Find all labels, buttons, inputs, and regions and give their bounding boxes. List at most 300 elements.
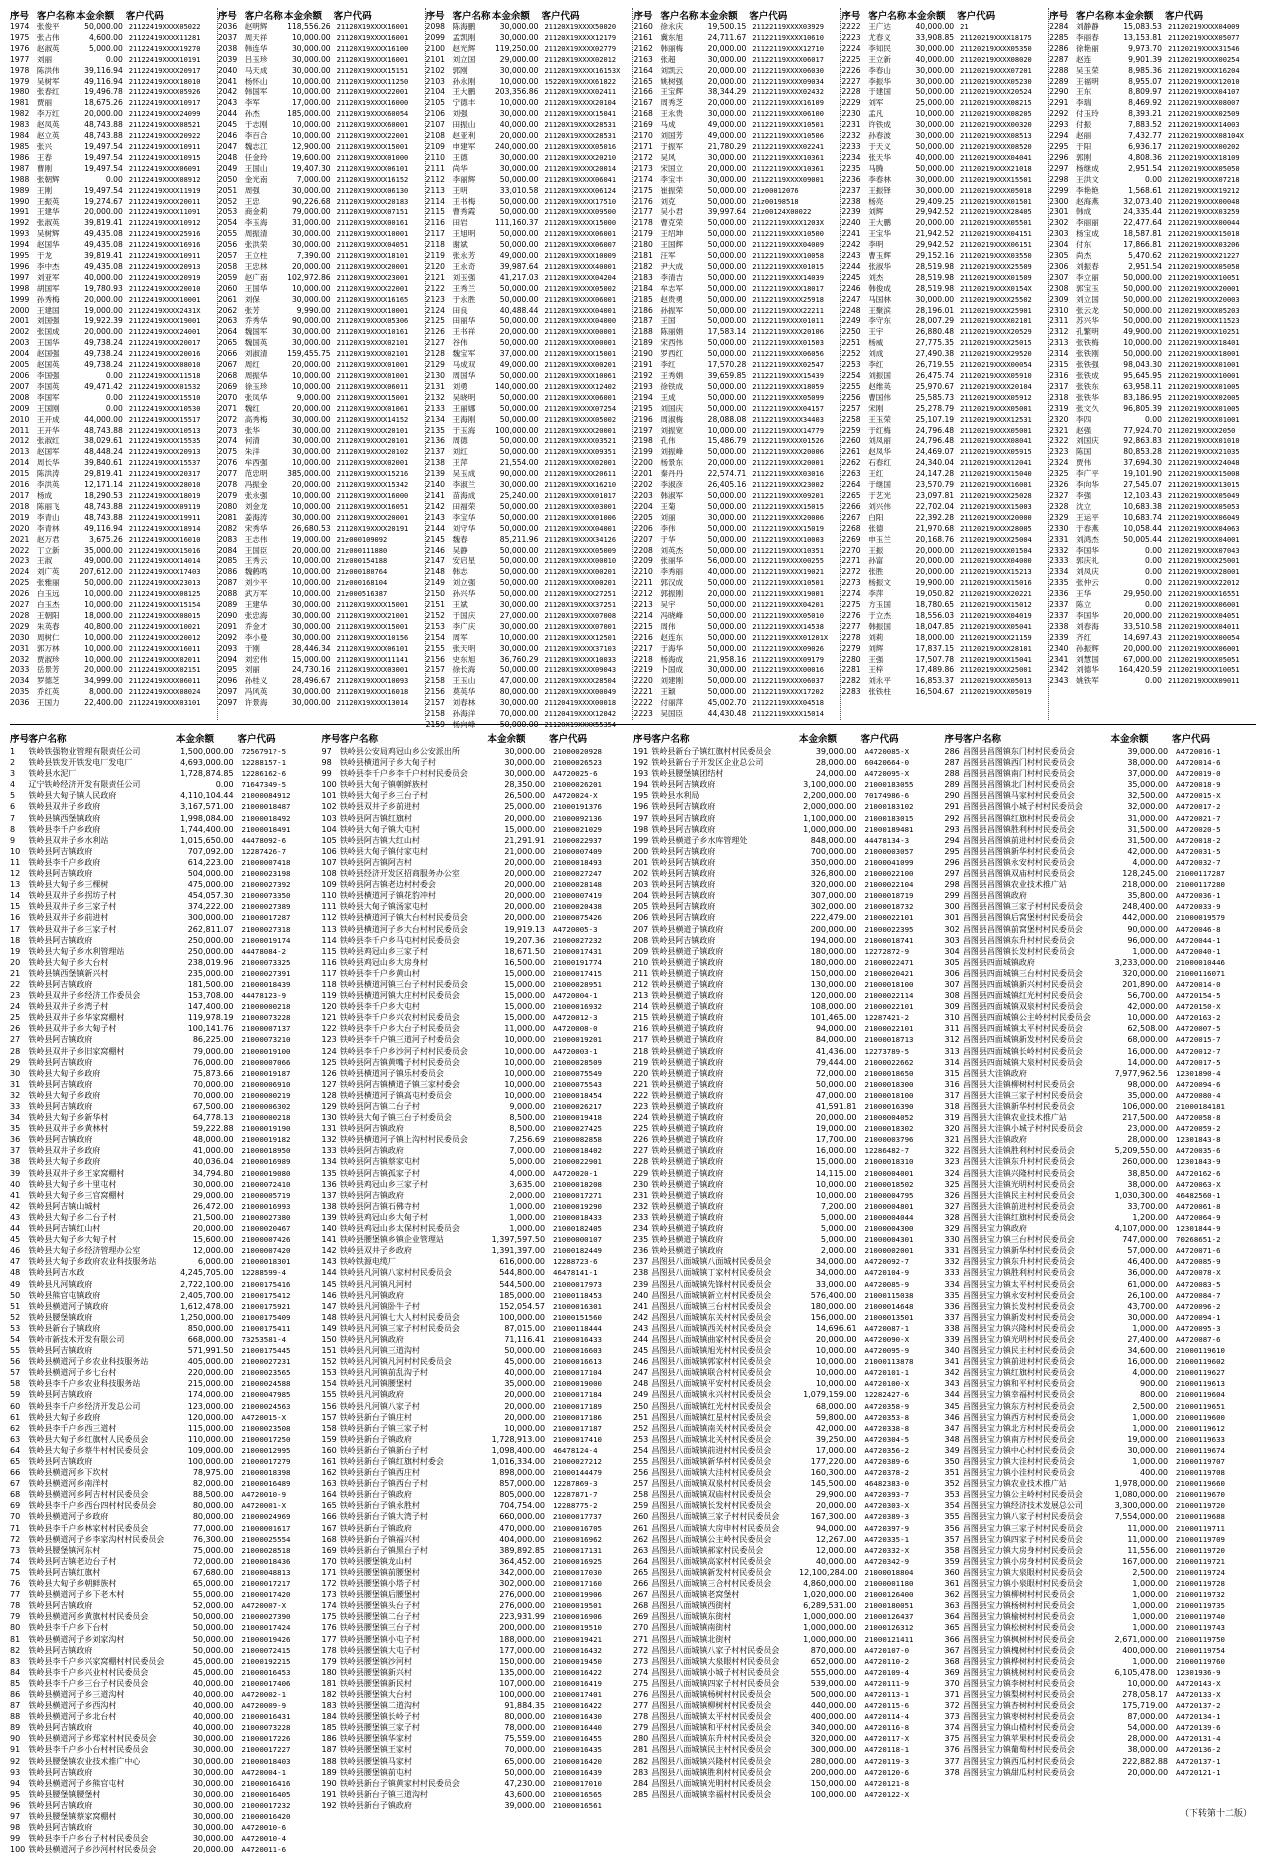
customer-name: 铁岭县横道子镇政府 bbox=[651, 1079, 724, 1089]
principal-balance: 0.00 bbox=[105, 174, 123, 184]
customer-name: 铁岭县李千户乡农业科技服务站 bbox=[28, 1379, 141, 1389]
principal-balance: 30,000.00 bbox=[291, 65, 331, 75]
row-seq: 242 bbox=[633, 1312, 649, 1322]
row-seq: 2104 bbox=[425, 87, 445, 97]
principal-balance: 1,000.00 bbox=[1132, 1579, 1169, 1589]
customer-name: 王萍 bbox=[452, 458, 468, 468]
customer-name: 铁岭县横道子镇政府 bbox=[651, 1157, 724, 1167]
row-seq: 46 bbox=[10, 1246, 21, 1256]
customer-code: A4720015-7 bbox=[1176, 1035, 1221, 1045]
table-row bbox=[633, 556, 840, 567]
principal-balance: 50,000.00 bbox=[1123, 294, 1162, 304]
table-row bbox=[218, 22, 425, 33]
row-seq: 2184 bbox=[633, 283, 653, 293]
customer-code: 21120X19XXXX04001 bbox=[544, 306, 617, 315]
customer-name: 刘立强 bbox=[452, 578, 476, 588]
principal-balance: 96,000.00 bbox=[1127, 935, 1169, 945]
principal-balance: 20,000.00 bbox=[504, 1401, 546, 1411]
table-row bbox=[10, 757, 318, 768]
principal-balance: 19,497.54 bbox=[84, 141, 123, 151]
row-seq: 2277 bbox=[841, 621, 861, 631]
customer-code: 21122119XXXX04157 bbox=[752, 404, 824, 413]
principal-balance: 857,000.00 bbox=[499, 1479, 546, 1489]
customer-name: 昌图县八面城镇太平村村民委员会 bbox=[651, 1712, 772, 1722]
row-seq: 4 bbox=[10, 780, 16, 790]
principal-balance: 26,880.48 bbox=[915, 327, 955, 337]
customer-code: A4720040-1 bbox=[1176, 946, 1221, 956]
customer-code: 21000117280 bbox=[1176, 880, 1225, 890]
customer-code: 21000144479 bbox=[553, 1468, 602, 1478]
table-row bbox=[426, 316, 633, 327]
principal-balance: 30,000.00 bbox=[504, 747, 546, 756]
row-seq: 2067 bbox=[217, 360, 238, 370]
table-row bbox=[841, 382, 1048, 393]
customer-code: 21000017410 bbox=[553, 1434, 602, 1444]
table-row bbox=[10, 546, 217, 557]
table-row bbox=[10, 535, 217, 546]
customer-code: 21120219XXXX02005 bbox=[1167, 393, 1240, 402]
table-row bbox=[322, 1356, 630, 1367]
row-seq: 148 bbox=[321, 1312, 337, 1322]
table-row bbox=[633, 567, 840, 578]
customer-name: 铁岭县横道子镇政府 bbox=[651, 1002, 724, 1012]
table-row bbox=[945, 1600, 1253, 1611]
table-row bbox=[945, 1112, 1253, 1123]
customer-code: 21000119720 bbox=[1176, 1545, 1225, 1555]
row-seq: 2030 bbox=[10, 632, 30, 642]
customer-name: 铁岭县阿吉镇政府 bbox=[28, 1601, 93, 1611]
row-seq: 2158 bbox=[425, 709, 445, 719]
principal-balance: 49,000.00 bbox=[499, 360, 539, 370]
principal-balance: 18,000.00 bbox=[84, 610, 123, 620]
row-seq: 2019 bbox=[10, 512, 30, 522]
customer-code: A4720083-5 bbox=[1176, 1279, 1221, 1289]
customer-name: 赵连 bbox=[1076, 54, 1092, 64]
customer-name: 铁岭县横道河子乡李家沟村村民委员会 bbox=[28, 1534, 165, 1544]
customer-code: 21120219XXXX00048 bbox=[1167, 197, 1240, 206]
table-row bbox=[10, 857, 318, 868]
row-seq: 38 bbox=[10, 1157, 21, 1167]
table-row bbox=[218, 513, 425, 524]
customer-code: A4720010-4 bbox=[241, 1834, 287, 1844]
row-seq: 312 bbox=[944, 1035, 960, 1045]
customer-code: A4720116-8 bbox=[864, 1723, 910, 1733]
row-seq: 88 bbox=[10, 1712, 21, 1722]
row-seq: 344 bbox=[944, 1390, 960, 1400]
customer-name: 王忠林 bbox=[244, 261, 268, 271]
table-row bbox=[841, 665, 1048, 676]
customer-code: 21122419XXXX20913 bbox=[128, 448, 201, 457]
customer-name: 铁岭县李千户乡李千户村村民委员会 bbox=[339, 769, 468, 779]
principal-balance: 42,000.00 bbox=[1127, 846, 1169, 856]
customer-name: 昌图县大洼镇红旗村村民委员会 bbox=[962, 1212, 1075, 1222]
row-seq: 16 bbox=[10, 913, 21, 923]
principal-balance: 1,000,000.00 bbox=[803, 1623, 857, 1633]
customer-code: 21120X19XXXX20101 bbox=[336, 437, 409, 446]
customer-code: 21000017271 bbox=[553, 1190, 602, 1200]
customer-name: 王振英 bbox=[36, 196, 60, 206]
table-row bbox=[218, 175, 425, 186]
customer-code: 21000113878 bbox=[864, 1357, 914, 1367]
row-seq: 2210 bbox=[633, 567, 653, 577]
principal-balance: 1,000.00 bbox=[1132, 1601, 1169, 1611]
customer-code: 21120219XXXX05051 bbox=[1167, 655, 1240, 664]
row-seq: 251 bbox=[633, 1412, 649, 1422]
customer-name: 王永贵 bbox=[660, 109, 684, 119]
row-seq: 2074 bbox=[217, 436, 238, 446]
principal-balance: 20,000.00 bbox=[504, 857, 546, 867]
row-seq: 207 bbox=[633, 924, 649, 934]
customer-code: 21000018436 bbox=[241, 1556, 291, 1566]
customer-name: 铁岭县阿吉镇政府 bbox=[28, 1390, 93, 1400]
principal-balance: 150,000.00 bbox=[499, 1656, 546, 1666]
principal-balance: 248,400.00 bbox=[1122, 902, 1169, 912]
principal-balance: 11,000.00 bbox=[1127, 1534, 1169, 1544]
customer-code: 21120X19XXXX16000 bbox=[336, 99, 409, 108]
customer-code: 21120X19XXXX05306 bbox=[336, 317, 409, 326]
customer-code: 12288599-4 bbox=[241, 1268, 287, 1278]
table-row bbox=[633, 109, 840, 120]
row-seq: 2311 bbox=[1049, 316, 1069, 326]
table-row bbox=[322, 1678, 630, 1689]
table-row bbox=[945, 1478, 1253, 1489]
table-row bbox=[426, 55, 633, 66]
customer-name: 郭庆礼 bbox=[1076, 556, 1099, 566]
row-seq: 2262 bbox=[841, 458, 861, 468]
row-seq: 2249 bbox=[841, 316, 861, 326]
table-row bbox=[633, 1401, 941, 1412]
principal-balance: 36,000.00 bbox=[1127, 1268, 1169, 1278]
principal-balance: 30,000.00 bbox=[291, 54, 331, 64]
customer-name: 昌图县大洼镇兴隆村村民委员会 bbox=[962, 1168, 1075, 1178]
principal-balance: 10,000.00 bbox=[84, 654, 123, 664]
customer-name: 昌图县八面城镇双庙村村民委员会 bbox=[651, 1490, 772, 1500]
row-seq: 184 bbox=[321, 1712, 337, 1722]
row-seq: 2029 bbox=[10, 621, 30, 631]
row-seq: 113 bbox=[321, 924, 337, 934]
table-row bbox=[426, 360, 633, 371]
customer-code: 7256791?-5 bbox=[241, 747, 287, 756]
customer-name: 谷伟 bbox=[452, 338, 468, 348]
principal-balance: 31,000.00 bbox=[1127, 813, 1169, 823]
table-row bbox=[1049, 480, 1256, 491]
table-header-row bbox=[1049, 8, 1256, 22]
row-seq: 160 bbox=[321, 1445, 337, 1455]
principal-balance: 200,000.00 bbox=[810, 1767, 857, 1777]
customer-name: 昌图县八面城镇小城子村村民委员会 bbox=[651, 1667, 780, 1677]
row-seq: 1974 bbox=[10, 22, 30, 31]
customer-name: 王国山 bbox=[244, 163, 268, 173]
customer-code: 21120X19XXXX07001 bbox=[544, 622, 617, 631]
principal-balance: 50,000.00 bbox=[84, 578, 123, 588]
table-row bbox=[633, 153, 840, 164]
customer-name: 昌图县四面城镇双泉村村民委员会 bbox=[962, 1002, 1083, 1012]
customer-name: 铁岭县凡河镇凡河村 bbox=[339, 1279, 412, 1289]
table-row bbox=[945, 1456, 1253, 1467]
customer-code: 21120X19XXXX06001 bbox=[544, 230, 617, 239]
principal-balance: 70,000.00 bbox=[192, 1079, 234, 1089]
customer-code: 21122419XXXX11919 bbox=[128, 186, 201, 195]
principal-balance: 250,000.00 bbox=[187, 946, 234, 956]
customer-name: 昌图县八面城镇西关村村民委员会 bbox=[651, 1323, 772, 1333]
table-row bbox=[10, 426, 217, 437]
customer-name: 王秀娟 bbox=[660, 371, 684, 380]
customer-code: 21122419XXXX28010 bbox=[128, 481, 201, 490]
table-row bbox=[10, 1223, 318, 1234]
table-row bbox=[218, 33, 425, 44]
row-seq: 2339 bbox=[1049, 632, 1069, 642]
customer-code: 21120219XXXX15501 bbox=[960, 175, 1032, 184]
customer-code: A4720137-1 bbox=[1176, 1756, 1221, 1766]
table-row bbox=[633, 1356, 941, 1367]
principal-balance: 24,469.07 bbox=[915, 447, 955, 457]
header-code: 客户代码 bbox=[957, 11, 996, 22]
table-row bbox=[426, 589, 633, 600]
customer-name: 孔繁明 bbox=[1076, 327, 1099, 337]
customer-name: 昌图县八面城镇八面城村民委员会 bbox=[651, 1257, 772, 1267]
principal-balance: 50,000.00 bbox=[499, 501, 539, 511]
principal-balance: 29,000.00 bbox=[192, 1190, 234, 1200]
customer-code: 21122419XXXX10513 bbox=[128, 426, 201, 435]
principal-balance: 27,400.00 bbox=[1127, 1334, 1169, 1344]
customer-code: 21122419XXXX05022 bbox=[128, 23, 201, 31]
row-seq: 2088 bbox=[217, 589, 238, 599]
table-row bbox=[322, 779, 630, 790]
table-row bbox=[841, 240, 1048, 251]
table-row bbox=[841, 469, 1048, 480]
table-row bbox=[322, 1201, 630, 1212]
principal-balance: 28,519.98 bbox=[915, 261, 955, 271]
customer-code: 21000016416 bbox=[241, 1778, 291, 1788]
table-row bbox=[322, 1378, 630, 1389]
customer-code: 15220X19XXXX61822 bbox=[544, 77, 617, 86]
customer-code: 21120X19XXXX10161 bbox=[336, 328, 409, 337]
customer-code: 21000022395 bbox=[864, 924, 914, 934]
customer-code: 21000175412 bbox=[241, 1290, 291, 1300]
row-seq: 2255 bbox=[841, 381, 861, 391]
customer-name: 昌图县八面城镇大泉眼村村民委员会 bbox=[651, 1656, 780, 1666]
principal-balance: 1,020,000.00 bbox=[803, 1590, 857, 1600]
table-row bbox=[10, 957, 318, 968]
customer-name: 牟志军 bbox=[660, 283, 684, 293]
principal-balance: 10,000.00 bbox=[291, 458, 331, 468]
customer-code: 21000023565 bbox=[241, 1368, 291, 1378]
customer-name: 昌图县昌图镇双庙村村民委员会 bbox=[962, 869, 1075, 879]
table-row bbox=[633, 1423, 941, 1434]
row-seq: 372 bbox=[944, 1701, 960, 1711]
table-row bbox=[10, 1179, 318, 1190]
customer-name: 周长华 bbox=[36, 458, 60, 468]
customer-name: 铁岭县李千户乡经济开发总公司 bbox=[28, 1401, 141, 1411]
customer-code: 21000022471 bbox=[864, 957, 914, 967]
customer-code: 21000017973 bbox=[553, 1279, 602, 1289]
table-row bbox=[633, 77, 840, 88]
header-seq: 序号 bbox=[10, 11, 30, 22]
header-seq: 序号 bbox=[633, 11, 653, 22]
row-seq: 2220 bbox=[633, 676, 653, 686]
table-row bbox=[10, 912, 318, 923]
principal-balance: 10,000.00 bbox=[504, 1057, 546, 1067]
principal-balance: 19,000.00 bbox=[84, 305, 123, 315]
customer-code: 21000017226 bbox=[241, 1734, 291, 1744]
customer-name: 李明 bbox=[868, 240, 884, 250]
principal-balance: 49,471.42 bbox=[84, 381, 123, 391]
principal-balance: 42,000.00 bbox=[1127, 1002, 1169, 1012]
row-seq: 2027 bbox=[10, 600, 30, 610]
customer-name: 铁岭县横道河子镇上沟村村民委员会 bbox=[339, 1135, 468, 1145]
customer-name: 昌图县八面城镇曲家村村民委员会 bbox=[651, 1334, 772, 1344]
customer-name: 铁岭县阿吉水政 bbox=[28, 1268, 85, 1278]
customer-code: 21000180051 bbox=[864, 1601, 914, 1611]
row-seq: 2257 bbox=[841, 403, 861, 413]
customer-name: 刘辉 bbox=[868, 643, 884, 653]
customer-name: 铁岭县阿吉镇政府 bbox=[28, 935, 93, 945]
table-row bbox=[1049, 186, 1256, 197]
principal-balance: 20,000.00 bbox=[707, 98, 747, 108]
row-seq: 2033 bbox=[10, 665, 30, 675]
table-row bbox=[10, 676, 217, 687]
principal-balance: 40,488.44 bbox=[499, 305, 539, 315]
table-row bbox=[322, 1212, 630, 1223]
row-seq: 287 bbox=[944, 758, 960, 768]
row-seq: 99 bbox=[10, 1834, 21, 1844]
table-row bbox=[322, 1567, 630, 1578]
customer-name: 王梓 bbox=[868, 665, 884, 675]
customer-name: 王玉荣 bbox=[868, 414, 891, 424]
customer-name: 昌图县大洼镇东升村村民委员会 bbox=[962, 1157, 1075, 1167]
row-seq: 2005 bbox=[10, 360, 30, 370]
principal-balance: 200,000.00 bbox=[499, 1623, 546, 1633]
customer-name: 白阳 bbox=[868, 512, 884, 522]
principal-balance: 21,291.91 bbox=[504, 835, 546, 845]
customer-name: 赵凤英 bbox=[36, 120, 60, 130]
row-seq: 373 bbox=[944, 1712, 960, 1722]
table-row bbox=[633, 622, 840, 633]
row-seq: 2218 bbox=[633, 654, 653, 664]
row-seq: 336 bbox=[944, 1301, 960, 1311]
row-seq: 2147 bbox=[425, 556, 445, 566]
row-seq: 2054 bbox=[217, 218, 238, 228]
customer-code: 21120X19XXXX15000 bbox=[544, 219, 617, 228]
table-row bbox=[426, 436, 633, 447]
principal-balance: 20,000.00 bbox=[915, 545, 955, 555]
customer-name: 于继国 bbox=[868, 480, 891, 490]
customer-name: 王建华 bbox=[244, 600, 268, 610]
customer-name: 孙春波 bbox=[868, 131, 891, 141]
customer-code: 21000007426 bbox=[241, 1235, 291, 1245]
table-row bbox=[218, 447, 425, 458]
customer-name: 张铁强 bbox=[1076, 360, 1099, 370]
row-seq: 2096 bbox=[217, 676, 238, 686]
row-seq: 55 bbox=[10, 1346, 21, 1356]
table-row bbox=[1049, 273, 1256, 284]
customer-name: 铁岭县横道子镇政府 bbox=[651, 1135, 724, 1145]
customer-code: 21000119610 bbox=[1176, 1346, 1225, 1356]
individual-table bbox=[1049, 8, 1256, 720]
principal-balance: 707,092.00 bbox=[187, 846, 234, 856]
table-row bbox=[10, 1500, 318, 1511]
table-row bbox=[10, 768, 318, 779]
principal-balance: 48,743.88 bbox=[84, 501, 123, 511]
principal-balance: 20,000.00 bbox=[84, 109, 123, 119]
table-row bbox=[841, 98, 1048, 109]
row-seq: 205 bbox=[633, 902, 649, 912]
row-seq: 164 bbox=[321, 1490, 337, 1500]
customer-name: 王书祥 bbox=[452, 327, 476, 337]
principal-balance: 48,743.88 bbox=[84, 120, 123, 130]
customer-name: 刘建刚 bbox=[660, 676, 684, 686]
row-seq: 2160 bbox=[633, 22, 653, 31]
table-row bbox=[426, 480, 633, 491]
principal-balance: 175,719.00 bbox=[1122, 1701, 1169, 1711]
customer-code: A4720107-0 bbox=[864, 1645, 910, 1655]
table-row bbox=[218, 55, 425, 66]
row-seq: 2108 bbox=[425, 131, 445, 141]
principal-balance: 25,107.19 bbox=[915, 414, 955, 424]
row-seq: 2135 bbox=[425, 425, 445, 435]
table-row bbox=[426, 327, 633, 338]
table-row bbox=[426, 698, 633, 709]
table-row bbox=[10, 1234, 318, 1245]
principal-balance: 56,000.00 bbox=[707, 556, 747, 566]
row-seq: 2202 bbox=[633, 480, 653, 490]
customer-name: 周淑梅 bbox=[660, 414, 684, 424]
row-seq: 2198 bbox=[633, 436, 653, 446]
table-row bbox=[426, 153, 633, 164]
customer-code: 21000019579 bbox=[1176, 913, 1225, 923]
principal-balance: 17,700.00 bbox=[815, 1135, 857, 1145]
table-header-row bbox=[10, 8, 217, 22]
row-seq: 2073 bbox=[217, 425, 238, 435]
row-seq: 214 bbox=[633, 1002, 649, 1012]
customer-code: 21000020928 bbox=[553, 747, 602, 756]
customer-name: 许铁成 bbox=[868, 120, 891, 130]
principal-balance: 280,000.00 bbox=[810, 1756, 857, 1766]
row-seq: 262 bbox=[633, 1534, 649, 1544]
customer-name: 韩俊成 bbox=[868, 283, 891, 293]
row-seq: 276 bbox=[633, 1689, 649, 1699]
row-seq: 2303 bbox=[1049, 229, 1069, 239]
row-seq: 2090 bbox=[217, 610, 238, 620]
customer-name: 铁岭县阿吉镇政府 bbox=[28, 869, 93, 879]
table-row bbox=[1049, 360, 1256, 371]
table-row bbox=[633, 1622, 941, 1633]
table-row bbox=[322, 901, 630, 912]
row-seq: 91 bbox=[10, 1745, 21, 1755]
customer-name: 铁岭县横道子乡水库管理处 bbox=[651, 835, 748, 845]
table-row bbox=[945, 1744, 1253, 1755]
row-seq: 349 bbox=[944, 1445, 960, 1455]
customer-code: 21120219XXXX05018 bbox=[960, 186, 1032, 195]
principal-balance: 1,728,874.85 bbox=[180, 769, 234, 779]
customer-name: 王书梅 bbox=[452, 196, 476, 206]
customer-name: 宋西伟 bbox=[660, 338, 684, 348]
table-row bbox=[1049, 240, 1256, 251]
customer-code: 21000024969 bbox=[241, 1512, 291, 1522]
table-row bbox=[10, 1833, 318, 1844]
row-seq: 2217 bbox=[633, 643, 653, 653]
customer-code: 21000000107 bbox=[553, 1235, 602, 1245]
customer-name: 杨振文 bbox=[868, 578, 891, 588]
customer-name: 铁岭县李千户乡政府 bbox=[28, 824, 101, 834]
principal-balance: 30,000.00 bbox=[291, 240, 331, 250]
customer-name: 于海华 bbox=[660, 643, 684, 653]
customer-name: 铁岭县横道河子乡三道沟村 bbox=[28, 1689, 125, 1699]
row-seq: 58 bbox=[10, 1379, 21, 1389]
row-seq: 121 bbox=[321, 1013, 337, 1023]
row-seq: 2000 bbox=[10, 305, 30, 315]
row-seq: 41 bbox=[10, 1190, 21, 1200]
